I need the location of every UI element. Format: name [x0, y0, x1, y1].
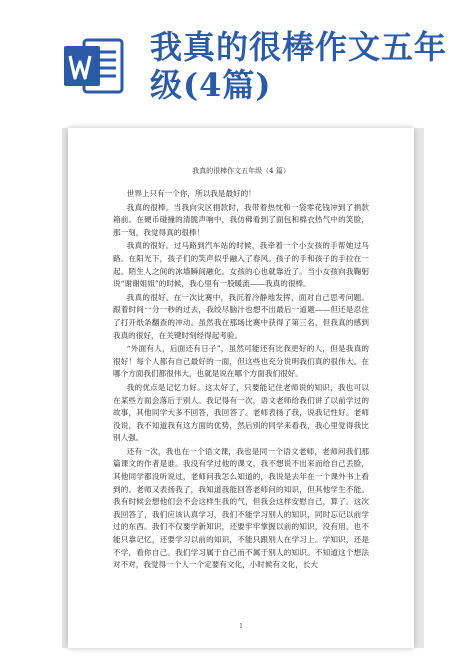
document-page — [68, 128, 414, 648]
document-body — [113, 188, 369, 573]
paragraph: 我真的很好。过马路到汽车站的时候，我牵着一个小女孩的手帮她过马路。在阳光下，孩子们的笑声似乎融入了春风。孩子的手和孩子的手拉在一起。陌生人之间的冰墙瞬间融化。女孩的心也就靠近了。当小女孩向我鞠躬说“谢谢姐姐”的时候，我心里有一股暖流——我真的很棒。 — [113, 241, 369, 289]
paragraph: 我真的很好。在一次比赛中，我沉着冷静地发挥，面对自己思考问题。跟着时间一分一秒的过去，我绞尽脑汁也想不出最后一道题——但还是忍住了打开纸条翻查的冲动。虽然我在那场比赛中获得了第三名，但我真的感到我真的很好，在关键时刻经得起考验。 — [113, 292, 369, 340]
paragraph: 世界上只有一个你，所以我是最好的！ — [126, 189, 256, 198]
paragraph: “外面有人，后面还有日子”，虽然可能还有比我更好的人，但是我真的很好！每个人都有自己最好的一面，但这些也充分说明我们真的很伟大。在哪个方面我们都很伟大，也就是说在哪个方面我们很好。 — [113, 344, 369, 379]
page-number: 1 — [239, 623, 243, 630]
paragraph: 还有一次，我也在一个语文课，我也是同一个语文老师，老师问我们那篇课文的作者是谁。我没有学过他的课文，我不想说不出来而给自己丢脸，其他同学都没听说过，老师问我怎么知道的，我说是去年在一个课外书上看到的。老师又表扬我了，我知道我能回答老师问的知识，但其他学生不能。我有时候会想他们会不会这样生我的气，但我会这样安慰自己，算了。这次我回答了，我们应该认真学习，我们不能学习别人的知识，同时忘记以前学过的东西。我们不仅要学新知识，还要牢牢掌握以前的知识，没有用，也不能只靠记忆，还要学习以前的知识，不能只跟别人在学习上。学知识，还是不学，看你自己。我们学习属于自己而不属于别人的知识。不知道这个想法对不对，我觉得一个人一个定要有文化，小时候有文化，长大 — [113, 446, 369, 570]
document-title: 我真的很棒作文五年级（4 篇） — [192, 167, 290, 175]
page-headline: 我真的很棒作文五年级(4篇) — [150, 28, 448, 104]
word-document-icon — [62, 34, 126, 98]
paragraph: 我的优点是记忆力好。这太好了，只要能记住老师说的知识，我也可以在某些方面会落后于别人。我记得有一次，语文老师给我们讲了以前学过的故事，其他同学大多不回答，我回答了。老师表扬了我，说我记性好。老师没说，我不知道我有这方面的优势，然后别的同学来看我，我心里觉得我比别人强。 — [113, 382, 369, 443]
paragraph: 我真的很棒。当我向灾区捐款时，我带着热忱和一袋零花钱冲到了捐款箱前。在硬币碰撞的清脆声响中，我仿佛看到了面包和棉衣热气中的笑脸，那一刻，我觉得真的很棒！ — [113, 202, 369, 237]
